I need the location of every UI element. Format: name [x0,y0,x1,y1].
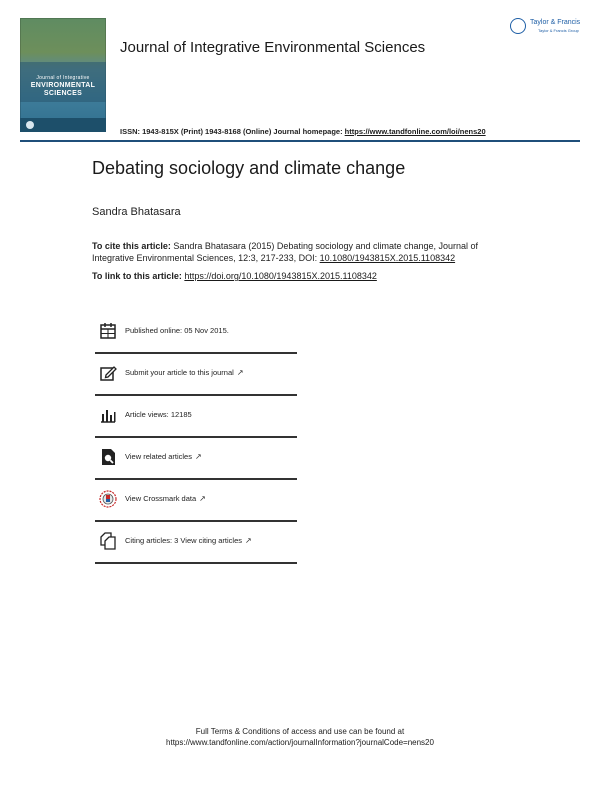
article-link-line [92,271,377,281]
header-divider [20,140,580,142]
external-link-icon: ↗ [199,494,206,503]
crossmark-icon [99,490,117,508]
article-views: Article views: 12185 [125,410,192,419]
citing-articles-link[interactable] [125,536,252,545]
terms-text: Full Terms & Conditions of access and use can be found at [195,727,405,736]
citing-articles-item[interactable] [95,522,297,564]
cover-title-line: ENVIRONMENTAL [30,82,96,89]
article-author: Sandra Bhatasara [92,206,181,218]
related-articles-item[interactable] [95,438,297,480]
external-link-icon: ↗ [245,536,252,545]
related-articles-link[interactable] [125,452,202,461]
journal-cover-image[interactable] [20,18,106,132]
cite-text: Sandra Bhatasara (2015) Debating sociology and climate change, Journal of Integrative Environmental Sciences, 12:3, 217-233, DOI: [92,241,479,263]
edit-icon [99,364,117,382]
article-views-item [95,396,297,438]
citing-articles-label: Citing articles: 3 View citing articles [125,536,242,545]
published-item [95,312,297,354]
publisher-subname: Taylor & Francis Group [538,28,579,33]
terms-footer [0,726,600,748]
crossmark-link[interactable] [125,494,206,503]
citation-block [92,240,522,264]
search-document-icon [99,448,117,466]
cite-label: To cite this article: [92,241,171,251]
link-label: To link to this article: [92,271,182,281]
crossmark-label: View Crossmark data [125,494,197,503]
article-title: Debating sociology and climate change [92,158,406,178]
issn-line [120,127,486,136]
cover-logo-icon [26,121,34,129]
publisher-logo[interactable] [510,16,582,38]
terms-link[interactable]: https://www.tandfonline.com/action/journalInformation?journalCode=nens20 [166,738,434,747]
journal-title: Journal of Integrative Environmental Sciences [120,39,426,56]
related-articles-label: View related articles [125,452,192,461]
cover-title-line: SCIENCES [43,90,83,97]
submit-article-link[interactable] [125,368,244,377]
publisher-name: Taylor & Francis [530,19,581,26]
published-date: Published online: 05 Nov 2015. [125,326,229,335]
submit-article-item[interactable] [95,354,297,396]
cite-doi-link[interactable]: 10.1080/1943815X.2015.1108342 [319,253,456,263]
cover-title [26,74,100,98]
publisher-circle-icon [510,18,526,34]
submit-article-label: Submit your article to this journal [125,368,234,377]
calendar-icon [99,322,117,340]
article-info-list [95,312,297,564]
issn-label: ISSN: 1943-815X (Print) 1943-8168 (Online) Journal homepage: [120,127,345,136]
citing-icon [99,532,117,550]
journal-homepage-link[interactable]: https://www.tandfonline.com/loi/nens20 [344,127,486,136]
crossmark-item[interactable] [95,480,297,522]
bar-chart-icon [99,406,117,424]
external-link-icon: ↗ [194,452,202,461]
cover-title-line: Journal of Integrative [36,75,90,81]
article-doi-link[interactable]: https://doi.org/10.1080/1943815X.2015.1108342 [184,271,377,281]
external-link-icon: ↗ [236,368,244,377]
